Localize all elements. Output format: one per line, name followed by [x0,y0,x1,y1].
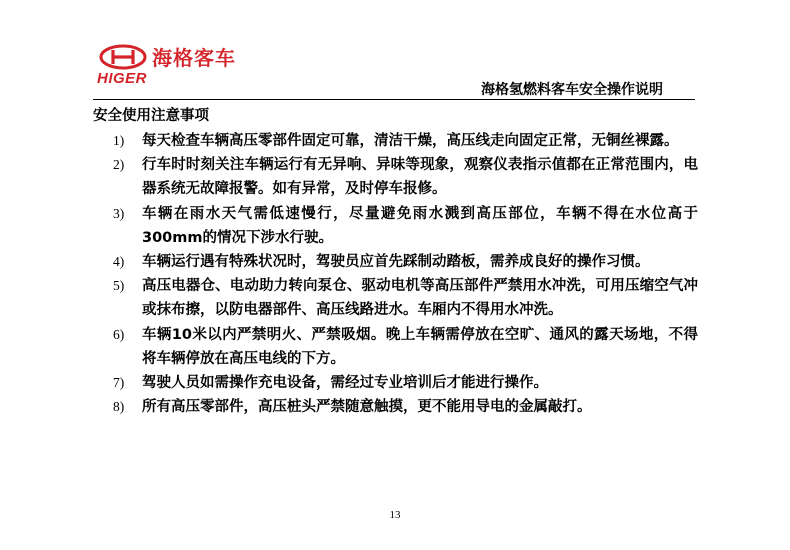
item-number: 4) [113,254,125,270]
item-number: 8) [113,399,125,415]
logo-english-name: HIGER [97,70,148,87]
list-item [113,371,698,395]
section-heading: 安全使用注意事项 [93,108,209,124]
document-title: 海格氢燃料客车安全操作说明 [481,82,663,98]
item-number: 7) [113,375,125,391]
item-number: 1) [113,133,125,148]
item-number: 3) [113,205,125,221]
list-item [113,250,698,274]
safety-notes-list [113,129,698,419]
header-divider [93,99,695,100]
item-text: 车辆在雨水天气需低速慢行，尽量避免雨水溅到高压部位，车辆不得在水位高于300mm的情况下涉水行驶。 [142,205,698,246]
list-item [113,202,698,250]
page-number: 13 [389,509,401,521]
item-text: 车辆10米以内严禁明火、严禁吸烟。晚上车辆需停放在空旷、通风的露天场地，不得将车辆停放在高压电线的下方。 [142,326,698,367]
item-text: 每天检查车辆高压零部件固定可靠，清洁干燥，高压线走向固定正常，无铜丝裸露。 [142,133,679,149]
company-logo [97,42,257,88]
item-number: 5) [113,278,125,294]
list-item [113,395,698,419]
list-item [113,129,698,153]
item-text: 驾驶人员如需操作充电设备，需经过专业培训后才能进行操作。 [142,375,548,392]
item-number: 6) [113,326,125,342]
list-item [113,153,698,201]
item-number: 2) [113,157,125,173]
higer-emblem-icon [99,44,147,70]
list-item [113,323,698,371]
list-item [113,274,698,322]
item-text: 行车时时刻关注车辆运行有无异响、异味等现象，观察仪表指示值都在正常范围内，电器系统无故障报警。如有异常，及时停车报修。 [142,157,698,198]
item-text: 高压电器仓、电动助力转向泵仓、驱动电机等高压部件严禁用水冲洗，可用压缩空气冲或抹布擦，以防电器部件、高压线路进水。车厢内不得用水冲洗。 [142,278,698,319]
item-text: 所有高压零部件，高压桩头严禁随意触摸，更不能用导电的金属敲打。 [142,399,592,416]
logo-chinese-name: 海格客车 [152,46,236,70]
item-text: 车辆运行遇有特殊状况时，驾驶员应首先踩制动踏板，需养成良好的操作习惯。 [142,254,650,271]
